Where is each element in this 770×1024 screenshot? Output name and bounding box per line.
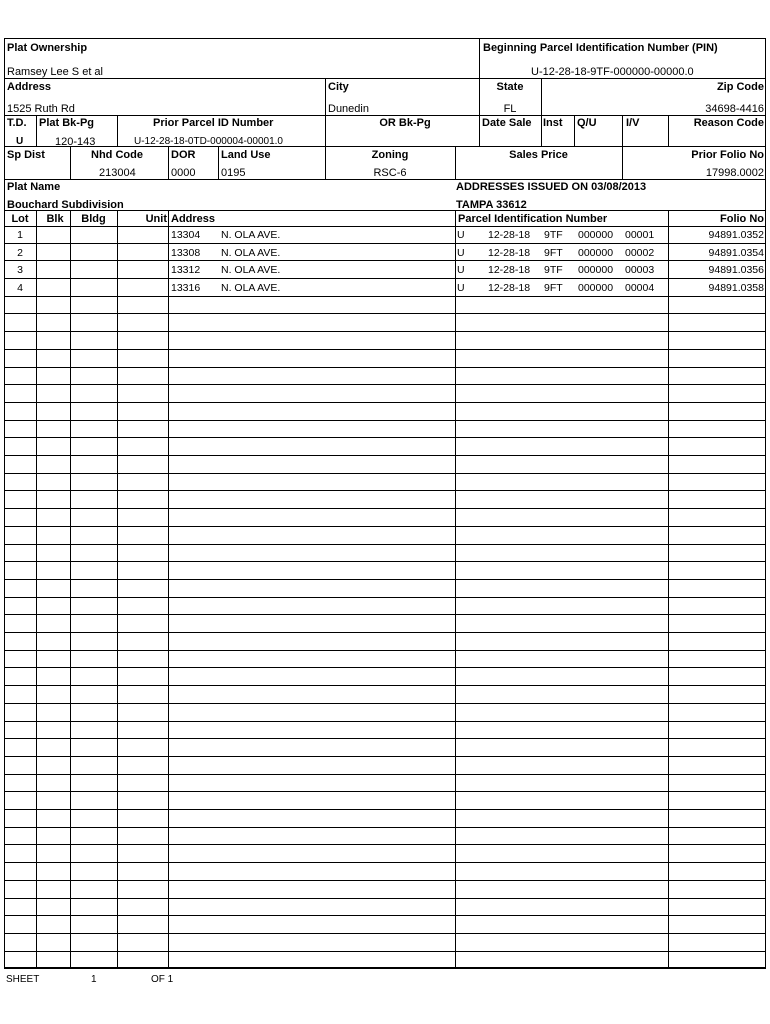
td-label: T.D. [7, 117, 27, 129]
date-sale-label: Date Sale [482, 117, 532, 129]
table-row [4, 332, 766, 350]
table-row [4, 385, 766, 403]
plat-ownership-label: Plat Ownership [7, 42, 88, 54]
table-row [4, 739, 766, 757]
table-row [4, 633, 766, 651]
col-address-header: Address [171, 213, 216, 225]
table-row [4, 810, 766, 828]
table-row [4, 545, 766, 563]
table-row [4, 651, 766, 669]
table-row [4, 598, 766, 616]
table-row [4, 368, 766, 386]
sp-dist-label: Sp Dist [7, 149, 45, 161]
plat-ownership-value: Ramsey Lee S et al [7, 66, 103, 78]
divider [36, 115, 37, 146]
nhd-code-label: Nhd Code [91, 149, 143, 161]
pin-township-cell: U [457, 246, 465, 259]
table-row [4, 846, 766, 864]
col-folio-header: Folio No [720, 213, 764, 225]
lot-cell: 1 [17, 229, 23, 241]
pin-label: Beginning Parcel Identification Number (PIN) [483, 42, 718, 54]
pin-lot-cell: 00003 [625, 264, 655, 277]
table-row [4, 438, 766, 456]
table-row [4, 509, 766, 527]
reason-code-label: Reason Code [693, 117, 764, 129]
col-lot-header: Lot [11, 213, 29, 225]
divider [479, 38, 480, 78]
pin-subdivision-cell: 9TF [544, 264, 563, 277]
pin-block-cell: 000000 [578, 229, 614, 241]
divider [4, 115, 766, 116]
divider [668, 115, 669, 146]
td-value: U [16, 136, 24, 147]
pin-value: U-12-28-18-9TF-000000-00000.0 [531, 66, 694, 78]
lot-cell: 2 [17, 246, 23, 259]
prior-folio-label: Prior Folio No [691, 149, 764, 161]
lot-cell: 3 [17, 264, 23, 277]
plat-bkpg-label: Plat Bk-Pg [39, 117, 95, 129]
plat-bkpg-value: 120-143 [55, 136, 96, 148]
table-row [4, 527, 766, 545]
table-row [4, 261, 766, 279]
table-row [4, 474, 766, 492]
nhd-code-value: 213004 [99, 167, 136, 179]
pin-lot-cell: 00001 [625, 229, 655, 241]
address-number-cell: 13304 [171, 229, 201, 241]
table-row [4, 492, 766, 510]
divider [325, 115, 326, 146]
divider [168, 146, 169, 179]
col-pin-header: Parcel Identification Number [458, 213, 608, 225]
divider [117, 115, 118, 146]
table-row [4, 669, 766, 687]
pin-block-cell: 000000 [578, 264, 614, 277]
plat-name-label: Plat Name [7, 181, 61, 193]
col-blk-header: Blk [46, 213, 64, 225]
table-row [4, 562, 766, 580]
table-row [4, 315, 766, 333]
pin-subdivision-cell: 9FT [544, 246, 563, 259]
or-bkpg-label: OR Bk-Pg [379, 117, 431, 129]
address-street-cell: N. OLA AVE. [221, 282, 281, 295]
pin-subdivision-cell: 9TF [544, 229, 563, 241]
table-row [4, 297, 766, 315]
city-label: City [328, 81, 349, 93]
divider [541, 78, 542, 115]
pin-block-cell: 000000 [578, 282, 614, 295]
table-row [4, 350, 766, 368]
folio-cell: 94891.0358 [708, 282, 764, 295]
divider [4, 146, 766, 147]
table-row [4, 899, 766, 917]
address-value: 1525 Ruth Rd [7, 103, 75, 115]
address-number-cell: 13312 [171, 264, 201, 277]
table-row [4, 244, 766, 262]
divider [622, 115, 623, 146]
divider [4, 179, 766, 180]
zip-value: 34698-4416 [705, 103, 764, 115]
pin-subdivision-cell: 9FT [544, 282, 563, 295]
table-row [4, 757, 766, 775]
pin-lot-cell: 00004 [625, 282, 655, 295]
divider [541, 115, 542, 146]
zip-label: Zip Code [716, 81, 764, 93]
land-use-label: Land Use [221, 149, 271, 161]
table-row [4, 863, 766, 881]
zoning-label: Zoning [371, 149, 409, 161]
pin-str-cell: 12-28-18 [488, 282, 531, 295]
sheet-of-label: OF 1 [151, 974, 174, 985]
divider [325, 78, 326, 115]
sheet-label: SHEET [6, 974, 40, 985]
plat-name-value: Bouchard Subdivision [7, 199, 124, 211]
divider [479, 115, 480, 146]
pin-township-cell: U [457, 282, 465, 295]
sheet-number: 1 [91, 974, 97, 985]
table-row [4, 580, 766, 598]
address-street-cell: N. OLA AVE. [221, 246, 281, 259]
pin-township-cell: U [457, 229, 465, 241]
pin-str-cell: 12-28-18 [488, 246, 531, 259]
table-row [4, 881, 766, 899]
table-row [4, 615, 766, 633]
table-row [4, 722, 766, 740]
address-number-cell: 13316 [171, 282, 201, 295]
prior-pin-label: Prior Parcel ID Number [153, 117, 274, 129]
state-label: State [496, 81, 524, 93]
pin-str-cell: 12-28-18 [488, 229, 531, 241]
dor-label: DOR [171, 149, 196, 161]
col-bldg-header: Bldg [81, 213, 106, 225]
table-row [4, 775, 766, 793]
state-value: FL [503, 103, 517, 115]
folio-cell: 94891.0354 [708, 246, 764, 259]
inst-label: Inst [543, 117, 563, 129]
issued-city: TAMPA 33612 [456, 199, 527, 211]
dor-value: 0000 [171, 167, 196, 179]
land-use-value: 0195 [221, 167, 246, 179]
divider [4, 78, 766, 79]
table-row [4, 279, 766, 297]
prior-folio-value: 17998.0002 [705, 167, 764, 179]
zoning-value: RSC-6 [373, 167, 407, 179]
table-row [4, 403, 766, 421]
divider [574, 115, 575, 146]
table-row [4, 704, 766, 722]
address-street-cell: N. OLA AVE. [221, 264, 281, 277]
table-row [4, 686, 766, 704]
iv-label: I/V [626, 117, 640, 129]
prior-pin-value: U-12-28-18-0TD-000004-00001.0 [134, 136, 283, 147]
table-row [4, 952, 766, 970]
table-row [4, 916, 766, 934]
divider [70, 146, 71, 179]
pin-township-cell: U [457, 264, 465, 277]
table-row [4, 456, 766, 474]
addresses-issued-text: ADDRESSES ISSUED ON 03/08/2013 [456, 181, 647, 193]
address-number-cell: 13308 [171, 246, 201, 259]
address-label: Address [7, 81, 52, 93]
folio-cell: 94891.0352 [708, 229, 764, 241]
pin-lot-cell: 00002 [625, 246, 655, 259]
pin-block-cell: 000000 [578, 246, 614, 259]
folio-cell: 94891.0356 [708, 264, 764, 277]
city-value: Dunedin [328, 103, 369, 115]
qu-label: Q/U [577, 117, 597, 129]
col-unit-header: Unit [145, 213, 167, 225]
sales-price-label: Sales Price [509, 149, 568, 161]
divider [218, 146, 219, 179]
table-row [4, 828, 766, 846]
table-row [4, 934, 766, 952]
table-row [4, 226, 766, 244]
table-row [4, 792, 766, 810]
address-street-cell: N. OLA AVE. [221, 229, 281, 241]
pin-str-cell: 12-28-18 [488, 264, 531, 277]
table-row [4, 421, 766, 439]
lot-cell: 4 [17, 282, 23, 295]
